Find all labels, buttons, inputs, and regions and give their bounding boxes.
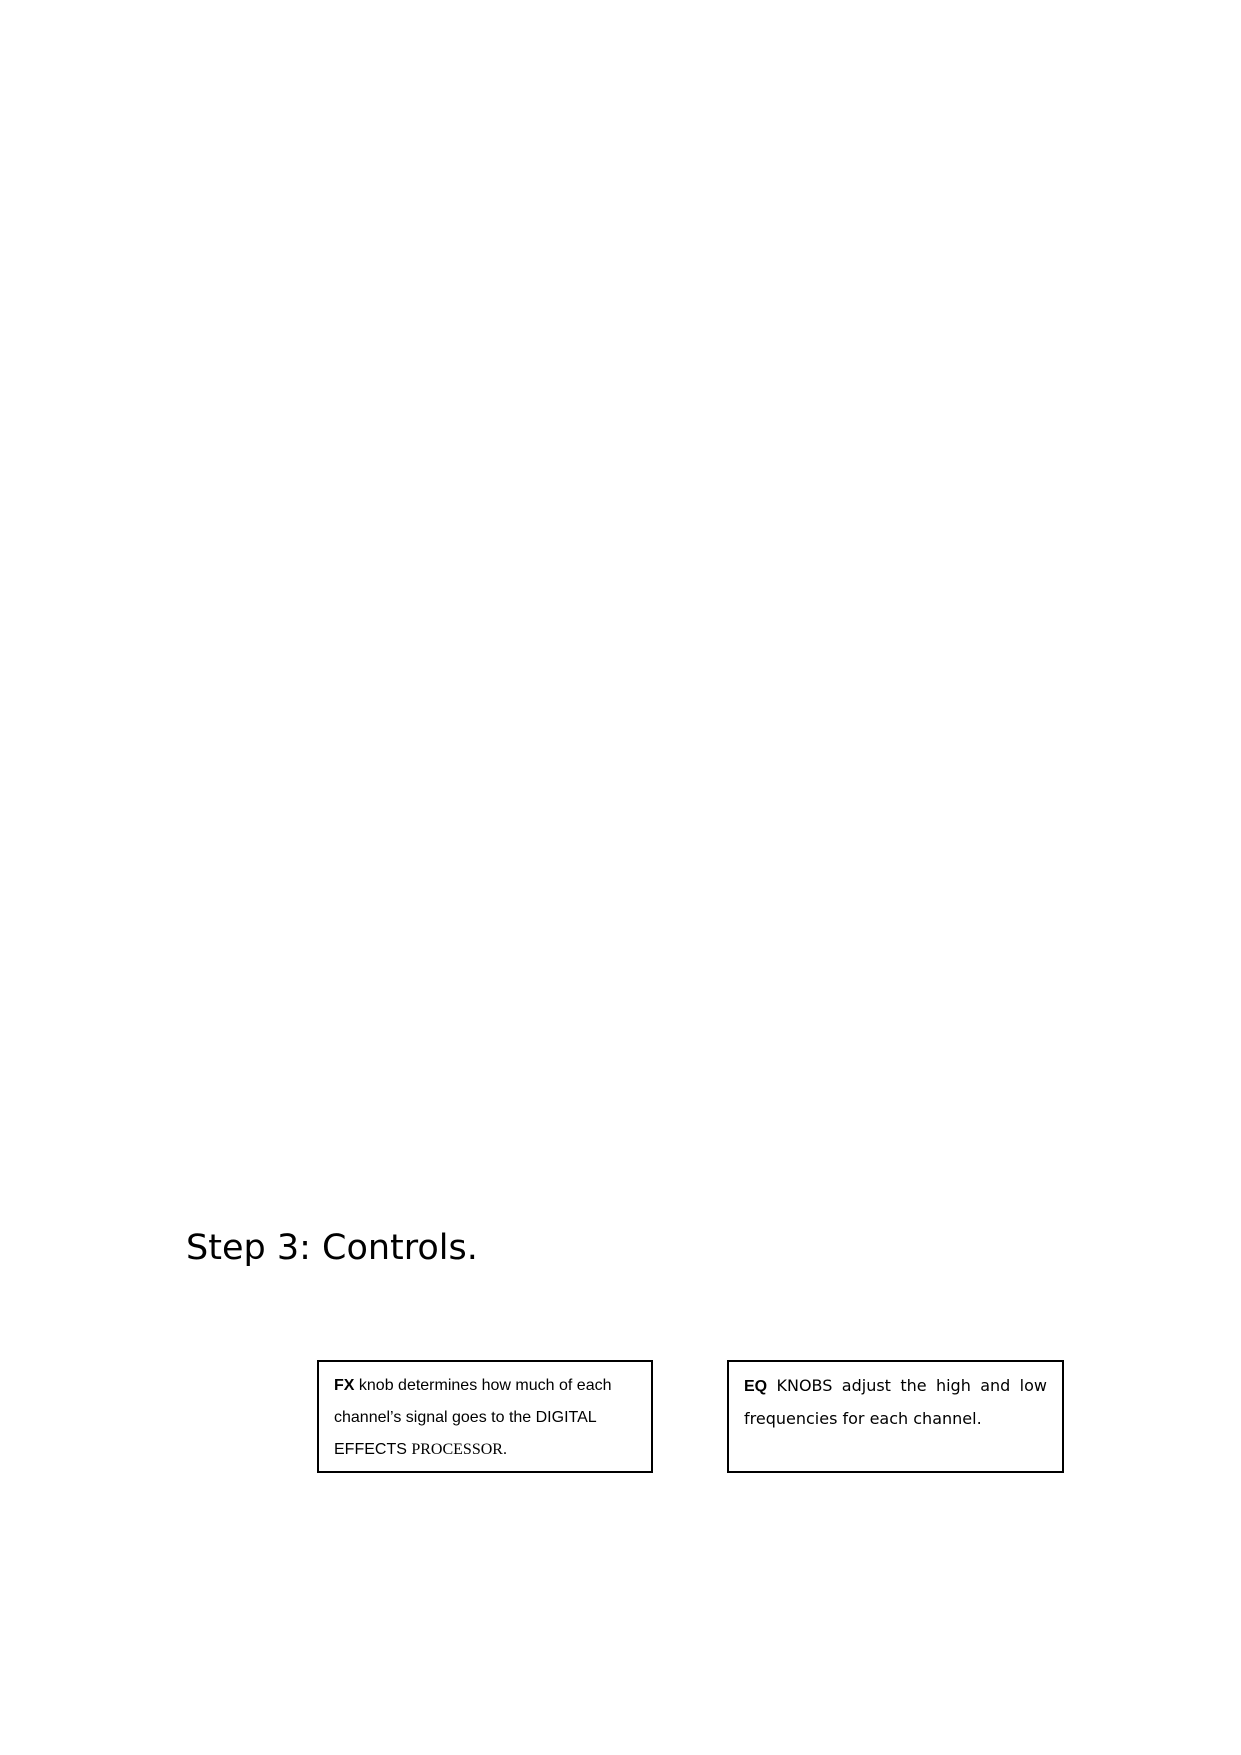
- fx-callout-text: [334, 1370, 636, 1466]
- fx-label: FX: [334, 1377, 355, 1394]
- eq-callout-text: [744, 1370, 1047, 1435]
- step-heading: Step 3: Controls.: [186, 1228, 478, 1268]
- eq-label: EQ: [744, 1378, 768, 1395]
- fx-description: knob determines how much of each channel’s signal goes to the DIGITAL EFFECTS: [334, 1377, 612, 1458]
- fx-description-end: PROCESSOR.: [411, 1441, 507, 1458]
- eq-description: KNOBS adjust the high and low frequencies for each channel.: [744, 1376, 1047, 1428]
- fx-callout-box: [317, 1360, 653, 1473]
- eq-callout-box: [727, 1360, 1064, 1473]
